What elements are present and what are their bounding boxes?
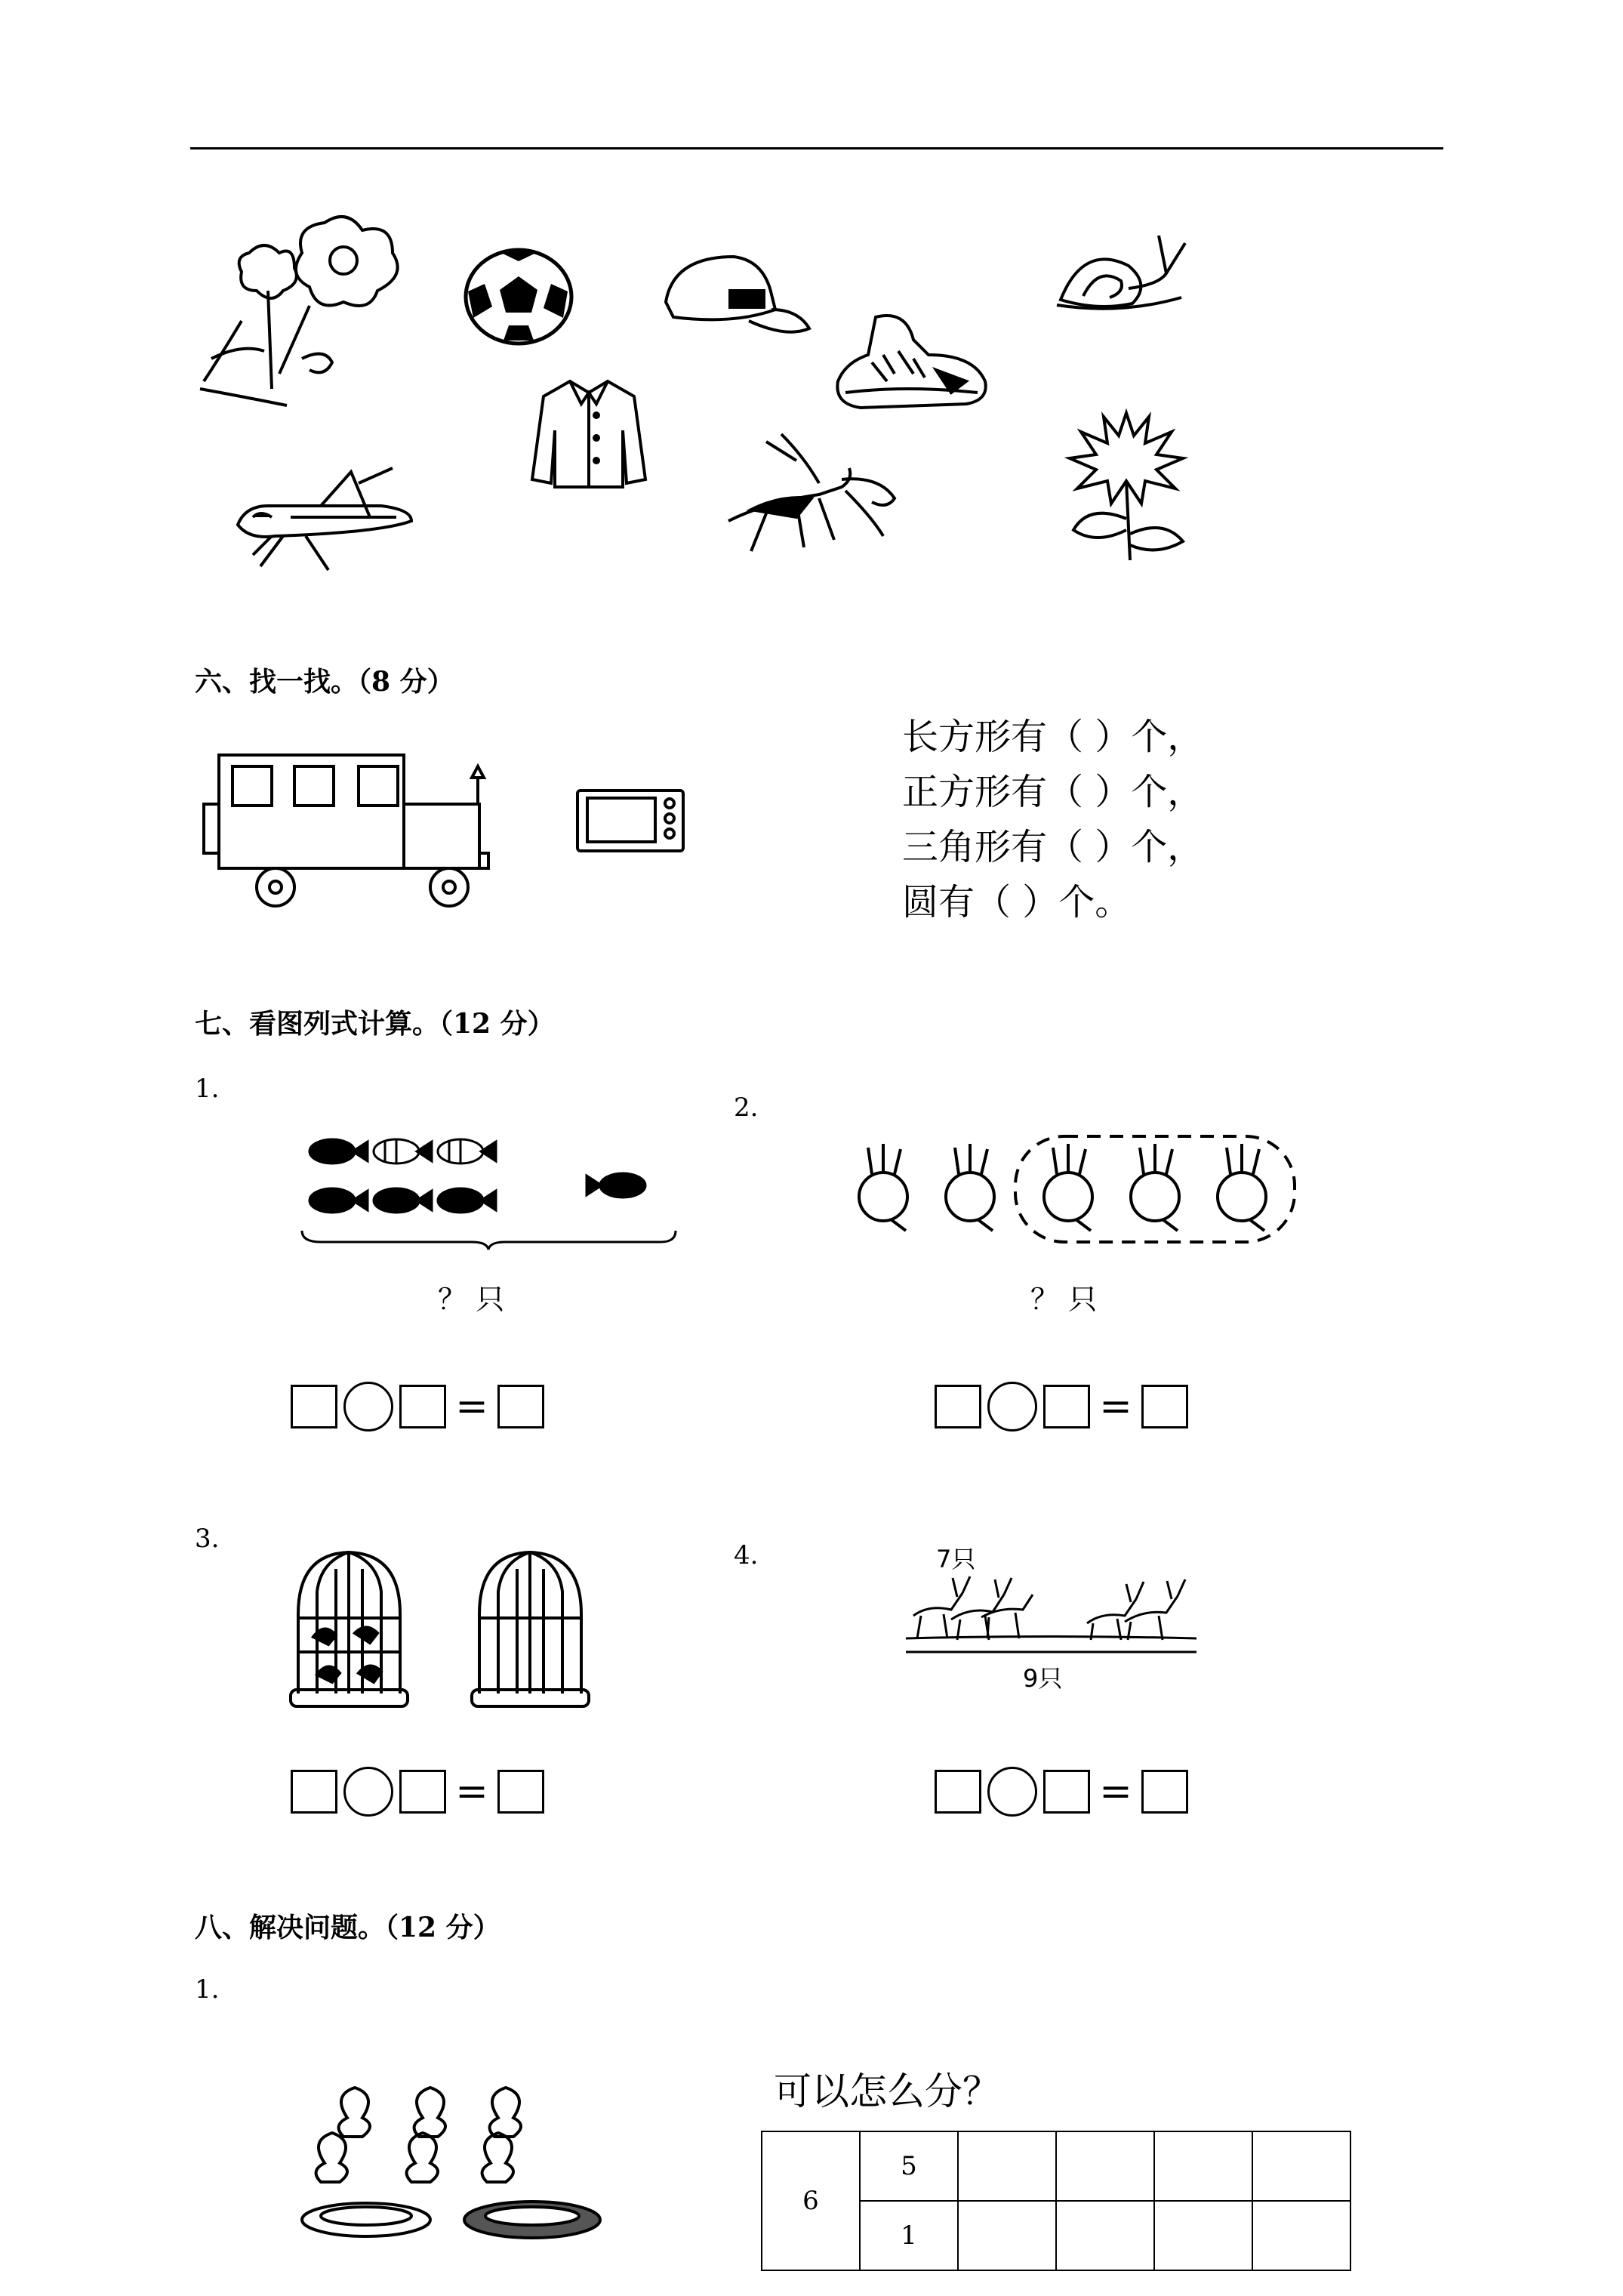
microwave-icon — [574, 787, 687, 855]
split-cell-bottom[interactable] — [1056, 2201, 1154, 2270]
answer-box[interactable] — [399, 1770, 446, 1814]
cap-icon — [658, 249, 809, 340]
peach-icon — [339, 2088, 370, 2137]
deer-icon — [1125, 1579, 1185, 1640]
peach-icon — [490, 2088, 521, 2137]
deer-top-label: 7只 — [936, 1545, 976, 1573]
operator-circle[interactable] — [343, 1382, 393, 1432]
birdcage-icon — [283, 1546, 415, 1716]
radish-icon — [1131, 1144, 1179, 1231]
grasshopper-icon — [230, 464, 419, 574]
equation-3 — [291, 1767, 544, 1817]
jacket-icon — [528, 374, 649, 495]
fish-icon — [310, 1188, 368, 1213]
equation-1 — [291, 1382, 544, 1432]
problem-8-1-number: 1. — [195, 1974, 220, 2005]
problem-4-number: 4. — [734, 1540, 759, 1570]
split-cell-bottom[interactable] — [1154, 2201, 1252, 2270]
peach-icon — [407, 2133, 438, 2182]
answer-box[interactable] — [1141, 1385, 1188, 1428]
radish-group — [849, 1133, 1302, 1246]
flower-icon — [196, 208, 408, 411]
square-count-line: 正方形有（ ）个， — [902, 771, 1204, 813]
answer-box[interactable] — [497, 1385, 544, 1428]
split-cell-top[interactable] — [958, 2131, 1056, 2201]
problem-3-number: 3. — [195, 1524, 220, 1554]
peaches-and-plates — [302, 2080, 604, 2250]
answer-box[interactable] — [935, 1770, 981, 1814]
problem-1-number: 1. — [195, 1074, 220, 1104]
equation-2 — [935, 1382, 1188, 1432]
radish-icon — [859, 1144, 907, 1231]
equals-sign: = — [455, 1769, 488, 1814]
operator-circle[interactable] — [987, 1382, 1037, 1432]
question-text: 可以怎么分？ — [774, 2069, 1000, 2113]
deer-icon — [913, 1576, 970, 1638]
equals-sign: = — [455, 1384, 488, 1429]
radish-icon — [946, 1144, 994, 1231]
fish-group — [298, 1125, 676, 1250]
soccer-ball-icon — [462, 246, 575, 347]
triangle-count-line: 三角形有（ ）个， — [902, 826, 1204, 868]
section7-heading: 七、看图列式计算。（12 分） — [195, 1008, 555, 1040]
operator-circle[interactable] — [343, 1767, 393, 1817]
top-rule — [190, 147, 1443, 149]
total-cell: 6 — [762, 2131, 860, 2270]
deer-bottom-label: 9只 — [1023, 1664, 1063, 1693]
answer-box[interactable] — [1141, 1770, 1188, 1814]
shoe-icon — [830, 310, 993, 415]
chrysanthemum-icon — [1051, 405, 1202, 564]
problem-1-label: ？ 只 — [438, 1283, 505, 1316]
answer-box[interactable] — [291, 1385, 337, 1428]
circle-count-line: 圆有（ ）个。 — [902, 881, 1132, 923]
birdcage-icon — [464, 1546, 596, 1716]
split-cell-top: 5 — [860, 2131, 958, 2201]
peach-icon — [316, 2133, 347, 2182]
plate-icon — [302, 2203, 430, 2236]
section6-heading: 六、找一找。（8 分） — [195, 666, 454, 698]
snail-icon — [1053, 228, 1189, 315]
fish-icon — [587, 1173, 645, 1197]
deer-icon — [981, 1595, 1033, 1638]
problem-2-label: ？ 只 — [1030, 1283, 1098, 1316]
radish-icon — [1044, 1144, 1092, 1231]
operator-circle[interactable] — [987, 1767, 1037, 1817]
mantis-icon — [721, 427, 910, 555]
split-cell-bottom[interactable] — [1252, 2201, 1350, 2270]
split-cell-top[interactable] — [1154, 2131, 1252, 2201]
fish-icon — [438, 1139, 496, 1163]
peach-icon — [414, 2088, 445, 2137]
equals-sign: = — [1099, 1384, 1132, 1429]
answer-box[interactable] — [935, 1385, 981, 1428]
deer-group — [898, 1563, 1200, 1653]
split-table — [761, 2131, 1351, 2271]
deer-icon — [1087, 1582, 1144, 1640]
peach-icon — [482, 2133, 513, 2182]
plate-icon — [464, 2202, 600, 2238]
answer-box[interactable] — [291, 1770, 337, 1814]
fish-icon — [310, 1139, 368, 1163]
answer-box[interactable] — [497, 1770, 544, 1814]
split-cell-bottom[interactable] — [958, 2201, 1056, 2270]
fish-icon — [438, 1188, 496, 1213]
fish-icon — [374, 1188, 432, 1213]
answer-box[interactable] — [1043, 1770, 1090, 1814]
truck-icon — [204, 751, 491, 910]
radish-icon — [1218, 1144, 1266, 1231]
split-cell-top[interactable] — [1056, 2131, 1154, 2201]
answer-box[interactable] — [1043, 1385, 1090, 1428]
split-cell-bottom: 1 — [860, 2201, 958, 2270]
answer-box[interactable] — [399, 1385, 446, 1428]
split-cell-top[interactable] — [1252, 2131, 1350, 2201]
section8-heading: 八、解决问题。（12 分） — [195, 1912, 500, 1943]
problem-2-number: 2. — [734, 1093, 759, 1123]
equals-sign: = — [1099, 1769, 1132, 1814]
rectangle-count-line: 长方形有（ ）个， — [902, 716, 1204, 758]
equation-4 — [935, 1767, 1188, 1817]
fish-icon — [374, 1139, 432, 1163]
